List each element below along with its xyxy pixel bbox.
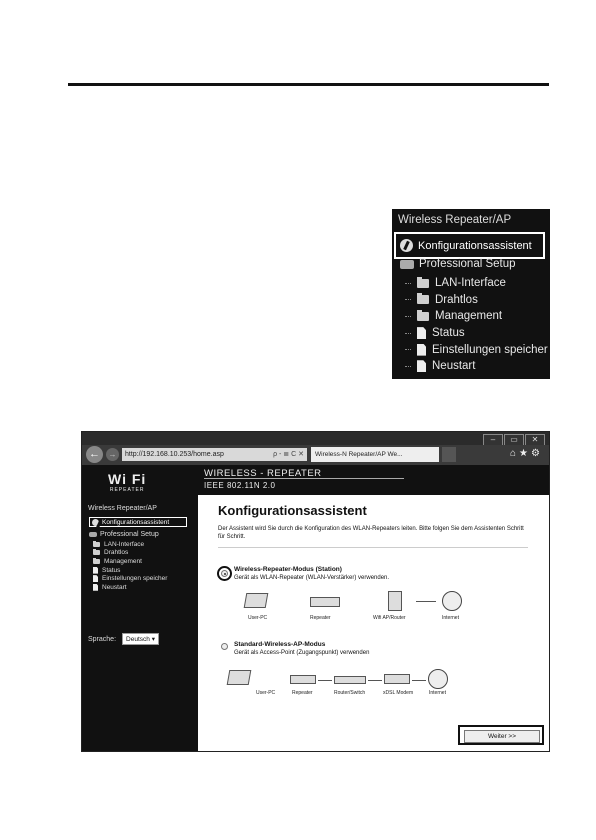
intro-text: Der Assistent wird Sie durch die Konfiguration des WLAN-Repeaters leiten. Bitte folgen Sie dem Assistenten Schritt für Schritt. [218, 526, 524, 540]
option-ap-desc: Gerät als Access-Point (Zugangspunkt) verwenden [234, 650, 370, 656]
address-bar-tools[interactable]: ρ - ≣ C ✕ [273, 451, 304, 458]
address-bar[interactable] [122, 448, 307, 461]
diagram-label: Repeater [310, 615, 331, 621]
diagram-label: User-PC [248, 615, 268, 621]
router-sidebar [82, 465, 198, 752]
sidebar-item-professional[interactable] [89, 531, 159, 538]
sidebar-item-label: Drahtlos [104, 549, 129, 557]
globe-icon [442, 591, 462, 611]
menu-item-label: LAN-Interface [435, 277, 506, 290]
address-bar-url: http://192.168.10.253/home.asp [125, 451, 224, 458]
connection-line [368, 680, 382, 681]
menu-item-professional[interactable] [400, 258, 516, 270]
wizard-icon [92, 519, 99, 526]
repeater-icon [310, 597, 340, 607]
browser-tab[interactable]: Wireless-N Repeater/AP We... [311, 447, 439, 462]
browser-screenshot [81, 431, 550, 752]
language-value: Deutsch [126, 636, 150, 643]
menu-item-management[interactable] [405, 308, 548, 325]
sidebar-item-management[interactable] [93, 557, 167, 566]
connection-line [416, 601, 436, 602]
sidebar-item-label: Neustart [102, 583, 127, 591]
next-button-highlight [458, 725, 544, 745]
folder-icon [93, 550, 100, 555]
diagram-label: Repeater [292, 690, 313, 696]
page-title: Konfigurationsassistent [218, 503, 367, 518]
product-banner [198, 465, 550, 495]
menu-item-drahtlos[interactable] [405, 292, 548, 309]
document-icon [93, 575, 98, 582]
menu-title: Wireless Repeater/AP [398, 214, 512, 226]
banner-title: WIRELESS - REPEATER [204, 468, 322, 479]
sidebar-title: Wireless Repeater/AP [88, 505, 157, 512]
router-icon [388, 591, 402, 611]
sidebar-item-status[interactable] [93, 566, 167, 575]
wizard-icon [400, 239, 413, 252]
sidebar-item-label: Konfigurationsassistent [102, 518, 170, 526]
connection-line [318, 680, 332, 681]
sidebar-item-label: LAN-Interface [104, 540, 145, 548]
menu-item-restart[interactable] [405, 358, 548, 375]
diagram-label: xDSL Modem [383, 690, 414, 696]
modem-icon [384, 674, 410, 684]
diagram-label: Internet [429, 690, 446, 696]
sidebar-item-lan[interactable] [93, 540, 167, 549]
menu-item-wizard[interactable] [394, 232, 545, 259]
wizard-content [198, 495, 550, 752]
computer-icon [89, 532, 97, 537]
sidebar-item-restart[interactable] [93, 583, 167, 592]
menu-item-status[interactable] [405, 325, 548, 342]
sidebar-item-save-settings[interactable] [93, 574, 167, 583]
language-select[interactable]: Deutsch ▾ [122, 633, 159, 645]
laptop-icon [227, 670, 252, 685]
folder-icon [417, 279, 429, 288]
option-ap-radio[interactable] [221, 643, 228, 650]
close-button[interactable]: ✕ [525, 434, 545, 446]
new-tab-button[interactable] [442, 447, 456, 462]
menu-item-label: Neustart [432, 360, 476, 373]
sidebar-item-drahtlos[interactable] [93, 549, 167, 558]
menu-item-label: Drahtlos [435, 293, 478, 306]
laptop-icon [244, 593, 269, 608]
browser-navbar [82, 445, 549, 465]
sidebar-item-label: Management [104, 557, 142, 565]
language-label: Sprache: [88, 635, 117, 643]
sidebar-item-wizard[interactable] [89, 517, 187, 527]
diagram-label: Wifi AP/Router [373, 615, 406, 621]
next-button[interactable]: Weiter >> [464, 730, 540, 743]
document-icon [417, 344, 426, 356]
menu-item-label: Einstellungen speicher [432, 343, 548, 356]
document-icon [417, 327, 426, 339]
repeater-icon [290, 675, 316, 684]
globe-icon [428, 669, 448, 689]
menu-tree [405, 275, 548, 375]
folder-icon [417, 312, 429, 321]
menu-item-save-settings[interactable] [405, 341, 548, 358]
diagram-label: User-PC [256, 690, 276, 696]
connection-line [412, 680, 426, 681]
language-selector [88, 633, 159, 645]
menu-item-wizard-label: Konfigurationsassistent [418, 239, 532, 252]
option-ap-title: Standard-Wireless-AP-Modus [234, 641, 326, 648]
document-icon [417, 360, 426, 372]
option-repeater-radio[interactable] [221, 570, 228, 577]
folder-icon [417, 295, 429, 304]
menu-item-professional-label: Professional Setup [419, 258, 516, 270]
menu-item-label: Management [435, 310, 503, 323]
back-arrow-icon[interactable]: ← [86, 446, 103, 463]
folder-icon [93, 542, 100, 547]
option-repeater-desc: Gerät als WLAN-Repeater (WLAN-Verstärker) verwenden. [234, 575, 390, 581]
forward-arrow-icon[interactable]: → [106, 448, 119, 461]
menu-item-lan[interactable] [405, 275, 548, 292]
document-icon [93, 567, 98, 574]
diagram-label: Internet [442, 615, 459, 621]
maximize-button[interactable]: ▭ [504, 434, 524, 446]
sidebar-item-label: Status [102, 566, 121, 574]
minimize-button[interactable]: – [483, 434, 503, 446]
menu-detail-crop [392, 209, 550, 379]
document-icon [93, 584, 98, 591]
banner-subtitle: IEEE 802.11N 2.0 [204, 481, 276, 490]
option-repeater-title: Wireless-Repeater-Modus (Station) [234, 566, 342, 573]
sidebar-item-label: Einstellungen speicher [102, 575, 168, 583]
switch-icon [334, 676, 366, 684]
folder-icon [93, 559, 100, 564]
sidebar-tree [93, 540, 167, 592]
logo-text: Wi Fi [108, 471, 147, 487]
menu-item-label: Status [432, 327, 465, 340]
logo-subtext: REPEATER [109, 487, 145, 493]
wifi-logo [108, 471, 146, 493]
diagram-label: Router/Switch [334, 690, 366, 696]
sidebar-item-label: Professional Setup [100, 531, 159, 538]
computer-icon [400, 260, 414, 269]
header-rule [68, 83, 549, 86]
browser-toolbar-icons[interactable]: ⌂★⚙ [510, 448, 543, 459]
